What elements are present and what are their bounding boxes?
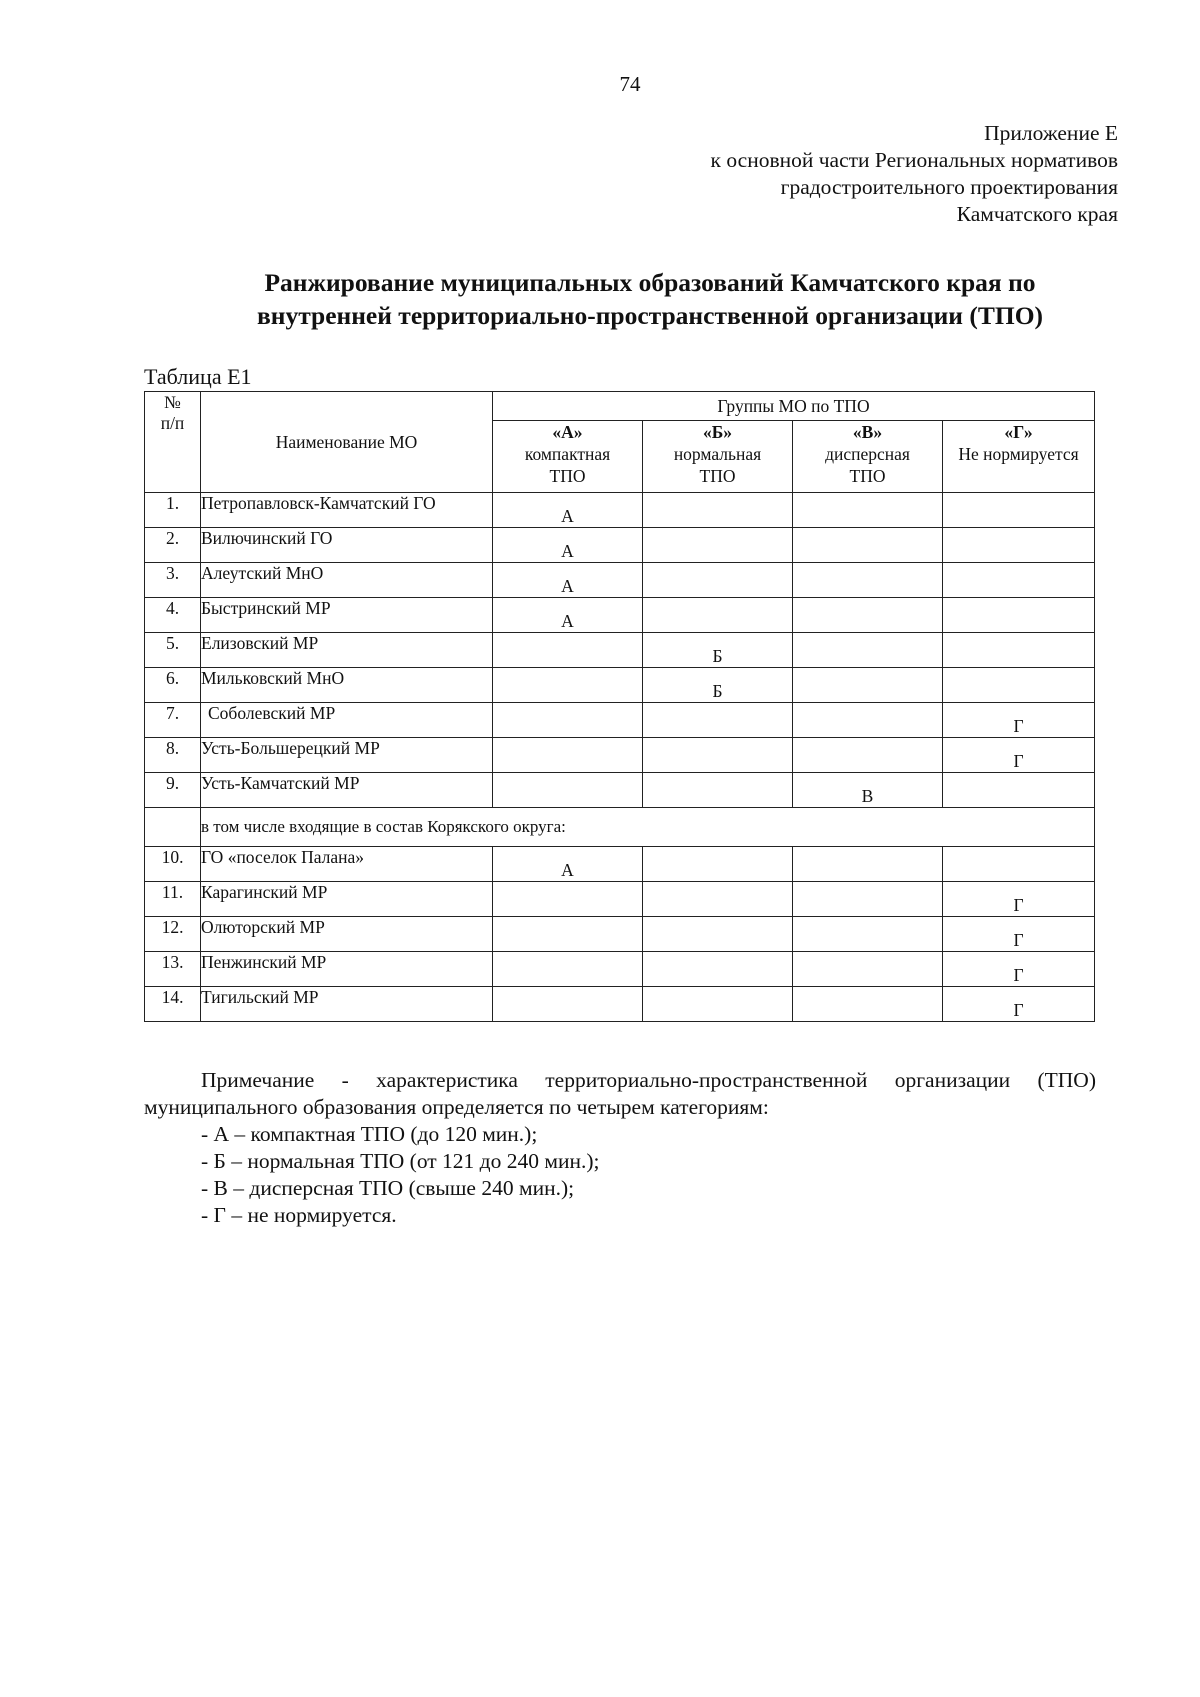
cell-group-v: [793, 847, 943, 882]
group-desc: ТПО: [699, 466, 736, 486]
group-code: «Г»: [1004, 422, 1033, 442]
annex-caption: [711, 120, 1118, 228]
cell-group-a: А: [493, 847, 643, 882]
cell-group-b: Б: [643, 633, 793, 668]
table-row: [145, 703, 1095, 738]
cell-group-b: Б: [643, 668, 793, 703]
header-groups: Группы МО по ТПО: [493, 392, 1095, 421]
cell-group-v: [793, 987, 943, 1022]
cell-group-g: [943, 563, 1095, 598]
table-row: [145, 917, 1095, 952]
cell-group-v: [793, 952, 943, 987]
table-row: [145, 633, 1095, 668]
row-name: Петропавловск-Камчатский ГО: [201, 493, 493, 528]
table-row: [145, 952, 1095, 987]
note-section: [144, 1067, 1096, 1229]
cell-group-b: [643, 773, 793, 808]
header-group-g: [943, 421, 1095, 493]
cell-group-a: [493, 952, 643, 987]
group-desc: компактная: [524, 444, 611, 464]
row-name: Усть-Большерецкий МР: [201, 738, 493, 773]
group-desc: ТПО: [549, 466, 586, 486]
header-number-abbr: п/п: [160, 413, 185, 433]
cell-group-a: [493, 882, 643, 917]
note-item: - Б – нормальная ТПО (от 121 до 240 мин.);: [201, 1149, 600, 1173]
ranking-table: [144, 391, 1095, 1022]
cell-group-b: [643, 493, 793, 528]
header-group-v: [793, 421, 943, 493]
row-number: 5.: [145, 633, 201, 668]
cell-group-g: [943, 598, 1095, 633]
row-number: 8.: [145, 738, 201, 773]
cell-group-a: [493, 703, 643, 738]
row-number: 7.: [145, 703, 201, 738]
cell-group-g: Г: [943, 703, 1095, 738]
note-text: Примечание - характеристика территориально-пространственной организации (ТПО) муниципального образования определяется по четырем категориям:: [144, 1068, 1096, 1119]
note-item: - В – дисперсная ТПО (свыше 240 мин.);: [201, 1176, 575, 1200]
header-group-b: [643, 421, 793, 493]
cell-group-b: [643, 847, 793, 882]
table-row: [145, 668, 1095, 703]
header-group-a: [493, 421, 643, 493]
annex-line: Камчатского края: [956, 202, 1118, 226]
row-number: 1.: [145, 493, 201, 528]
cell-group-a: [493, 917, 643, 952]
table-row: [145, 563, 1095, 598]
cell-group-g: Г: [943, 738, 1095, 773]
cell-group-v: [793, 563, 943, 598]
group-code: «А»: [552, 422, 583, 442]
cell-group-g: [943, 773, 1095, 808]
cell-group-v: [793, 668, 943, 703]
table-label: Таблица Е1: [144, 364, 252, 389]
row-number: 2.: [145, 528, 201, 563]
note-list: [144, 1121, 1096, 1229]
table-row: [145, 738, 1095, 773]
cell-group-a: А: [493, 598, 643, 633]
cell-group-v: [793, 738, 943, 773]
cell-group-g: Г: [943, 952, 1095, 987]
cell-group-v: [793, 917, 943, 952]
table-row: [145, 493, 1095, 528]
cell-group-a: [493, 738, 643, 773]
row-name: Алеутский МнО: [201, 563, 493, 598]
cell-group-v: [793, 493, 943, 528]
subgroup-row: [145, 808, 1095, 847]
row-name: Мильковский МнО: [201, 668, 493, 703]
cell-group-b: [643, 563, 793, 598]
row-name: Быстринский МР: [201, 598, 493, 633]
cell-group-g: Г: [943, 987, 1095, 1022]
cell-group-b: [643, 882, 793, 917]
cell-group-b: [643, 952, 793, 987]
cell-group-b: [643, 703, 793, 738]
row-name: Елизовский МР: [201, 633, 493, 668]
cell-group-b: [643, 598, 793, 633]
row-number: 12.: [145, 917, 201, 952]
cell-group-v: [793, 882, 943, 917]
row-name: ГО «поселок Палана»: [201, 847, 493, 882]
row-number: 9.: [145, 773, 201, 808]
header-row: [145, 392, 1095, 421]
document-title: [150, 266, 1150, 332]
cell-group-g: [943, 668, 1095, 703]
title-line: внутренней территориально-пространственной организации (ТПО): [256, 301, 1044, 330]
cell-group-a: А: [493, 493, 643, 528]
row-name: Вилючинский ГО: [201, 528, 493, 563]
cell-group-v: [793, 703, 943, 738]
row-name: Соболевский МР: [201, 703, 493, 738]
row-number: 6.: [145, 668, 201, 703]
header-number: [145, 392, 201, 493]
table-row: [145, 882, 1095, 917]
row-name: Олюторский МР: [201, 917, 493, 952]
cell-group-g: [943, 633, 1095, 668]
header-number-symbol: №: [164, 392, 181, 412]
cell-group-b: [643, 528, 793, 563]
cell-group-b: [643, 917, 793, 952]
cell-group-a: [493, 633, 643, 668]
note-item: - Г – не нормируется.: [201, 1203, 397, 1227]
row-number: 13.: [145, 952, 201, 987]
cell-group-a: [493, 987, 643, 1022]
cell-group-b: [643, 987, 793, 1022]
annex-line: градостроительного проектирования: [780, 175, 1118, 199]
row-number: 11.: [145, 882, 201, 917]
row-name: Усть-Камчатский МР: [201, 773, 493, 808]
cell-group-v: [793, 528, 943, 563]
cell-group-v: [793, 598, 943, 633]
table-row: [145, 528, 1095, 563]
cell-group-g: [943, 847, 1095, 882]
cell-group-g: [943, 493, 1095, 528]
cell-group-v: [793, 633, 943, 668]
group-code: «В»: [852, 422, 883, 442]
cell-group-a: [493, 668, 643, 703]
note-item: - А – компактная ТПО (до 120 мин.);: [201, 1122, 538, 1146]
table-row: [145, 847, 1095, 882]
row-name: Тигильский МР: [201, 987, 493, 1022]
row-number: 14.: [145, 987, 201, 1022]
table-row: [145, 598, 1095, 633]
cell-group-a: А: [493, 528, 643, 563]
row-name: Карагинский МР: [201, 882, 493, 917]
subgroup-number-cell: [145, 808, 201, 847]
group-desc: Не нормируется: [958, 444, 1079, 464]
row-number: 10.: [145, 847, 201, 882]
group-desc: дисперсная: [825, 444, 910, 464]
row-name: Пенжинский МР: [201, 952, 493, 987]
header-name: Наименование МО: [201, 392, 493, 493]
row-number: 4.: [145, 598, 201, 633]
annex-line: Приложение Е: [984, 121, 1118, 145]
annex-line: к основной части Региональных нормативов: [710, 148, 1118, 172]
row-number: 3.: [145, 563, 201, 598]
cell-group-b: [643, 738, 793, 773]
cell-group-a: [493, 773, 643, 808]
cell-group-g: Г: [943, 882, 1095, 917]
cell-group-a: А: [493, 563, 643, 598]
group-desc: ТПО: [849, 466, 886, 486]
page-number: 74: [619, 72, 641, 96]
subgroup-label: в том числе входящие в состав Корякского округа:: [201, 808, 1095, 847]
cell-group-v: В: [793, 773, 943, 808]
cell-group-g: Г: [943, 917, 1095, 952]
group-code: «Б»: [702, 422, 733, 442]
cell-group-g: [943, 528, 1095, 563]
group-desc: нормальная: [673, 444, 762, 464]
title-line: Ранжирование муниципальных образований Камчатского края по: [264, 268, 1036, 297]
table-row: [145, 987, 1095, 1022]
table-row: [145, 773, 1095, 808]
